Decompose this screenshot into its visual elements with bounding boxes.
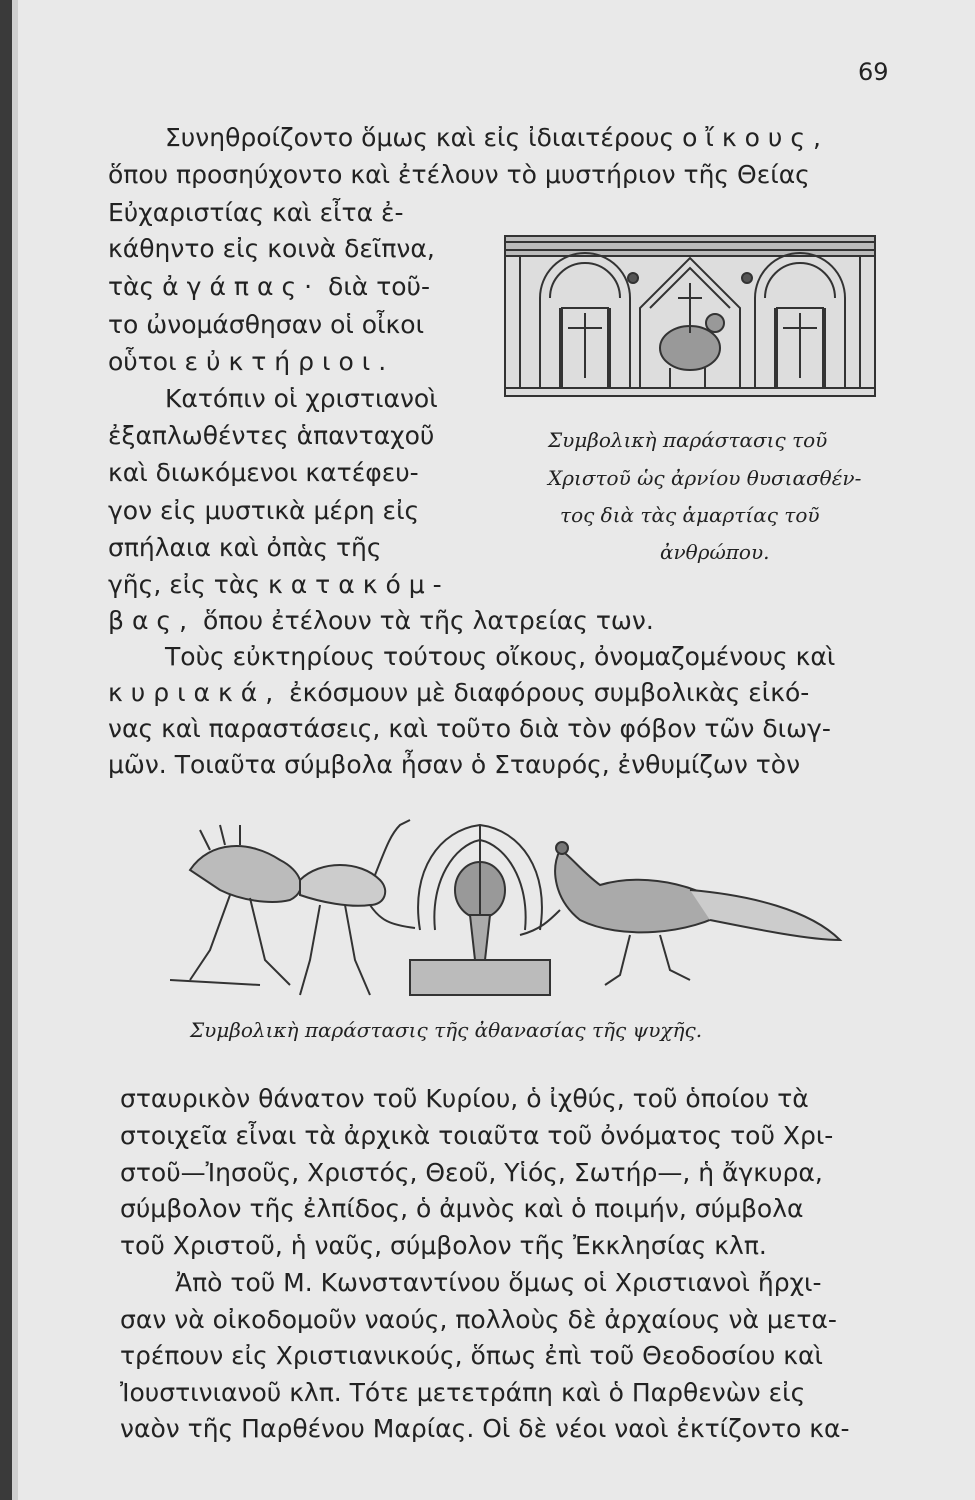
text-line: βας, ὅπου ἐτέλουν τὰ τῆς λατρείας των. xyxy=(108,606,654,635)
text-line: το ὠνομάσθησαν οἱ οἶκοι xyxy=(108,310,425,339)
text-line: κάθηντο εἰς κοινὰ δεῖπνα, xyxy=(108,234,435,263)
text-line: ὅπου προσηύχοντο καὶ ἐτέλουν τὸ μυστήριον τῆς Θείας xyxy=(108,160,810,189)
text-line: ναὸν τῆς Παρθένου Μαρίας. Οἱ δὲ νέοι ναοὶ ἐκτίζοντο κα- xyxy=(120,1414,850,1443)
page-binding-edge xyxy=(0,0,12,1500)
birds-fountain-figure xyxy=(170,810,860,1010)
text-line: Κατόπιν οἱ χριστιανοὶ xyxy=(165,384,438,413)
text-line: γον εἰς μυστικὰ μέρη εἰς xyxy=(108,496,420,525)
text-line: στοῦ—Ἰησοῦς, Χριστός, Θεοῦ, Υἱός, Σωτήρ—, ἡ ἄγκυρα, xyxy=(120,1158,823,1187)
text-line: σταυρικὸν θάνατον τοῦ Κυρίου, ὁ ἰχθύς, τοῦ ὁποίου τὰ xyxy=(120,1084,809,1113)
lamb-of-god-relief-figure xyxy=(500,228,880,408)
text-line: Τοὺς εὐκτηρίους τούτους οἴκους, ὀνομαζομένους καὶ xyxy=(165,642,836,671)
text-line: καὶ διωκόμενοι κατέφευ- xyxy=(108,458,419,487)
text-line: Ἀπὸ τοῦ Μ. Κωνσταντίνου ὅμως οἱ Χριστιανοὶ ἤρχι- xyxy=(175,1268,822,1297)
text-line: σαν νὰ οἰκοδομοῦν ναούς, πολλοὺς δὲ ἀρχαίους νὰ μετα- xyxy=(120,1305,837,1334)
text-line: κυριακά, ἐκόσμουν μὲ διαφόρους συμβολικὰς εἰκό- xyxy=(108,678,810,707)
text-line: σπήλαια καὶ ὀπὰς τῆς xyxy=(108,533,382,562)
text-line: μῶν. Τοιαῦτα σύμβολα ἦσαν ὁ Σταυρός, ἐνθυμίζων τὸν xyxy=(108,750,801,779)
text-line: τοῦ Χριστοῦ, ἡ ναῦς, σύμβολον τῆς Ἐκκλησίας κλπ. xyxy=(120,1231,767,1260)
figure-caption-line: ἀνθρώπου. xyxy=(660,540,770,564)
figure-caption: Συμβολικὴ παράστασις τῆς ἀθανασίας τῆς ψυχῆς. xyxy=(190,1018,703,1042)
text-line: ἐξαπλωθέντες ἁπανταχοῦ xyxy=(108,421,435,450)
page-number: 69 xyxy=(858,58,889,86)
text-line: Συνηθροίζοντο ὅμως καὶ εἰς ἰδιαιτέρους οἴκους, xyxy=(165,123,829,152)
figure-caption-line: Συμβολικὴ παράστασις τοῦ xyxy=(548,428,828,452)
text-line: οὗτοι εὐκτήριοι. xyxy=(108,347,395,376)
figure-caption-line: τος διὰ τὰς ἁμαρτίας τοῦ xyxy=(560,503,820,527)
figure-caption-line: Χριστοῦ ὡς ἀρνίου θυσιασθέν- xyxy=(548,466,862,490)
text-line: τὰς ἀγάπας· διὰ τοῦ- xyxy=(108,272,431,301)
text-line: Ἰουστινιανοῦ κλπ. Τότε μετετράπη καὶ ὁ Παρθενὼν εἰς xyxy=(120,1378,806,1407)
text-line: σύμβολον τῆς ἐλπίδος, ὁ ἀμνὸς καὶ ὁ ποιμήν, σύμβολα xyxy=(120,1194,804,1223)
text-line: Εὐχαριστίας καὶ εἶτα ἐ- xyxy=(108,198,404,227)
text-line: γῆς, εἰς τὰς κατακόμ- xyxy=(108,570,450,599)
text-line: στοιχεῖα εἶναι τὰ ἀρχικὰ τοιαῦτα τοῦ ὀνόματος τοῦ Χρι- xyxy=(120,1121,834,1150)
text-line: νας καὶ παραστάσεις, καὶ τοῦτο διὰ τὸν φόβον τῶν διωγ- xyxy=(108,714,831,743)
page-binding-shadow xyxy=(12,0,18,1500)
text-line: τρέπουν εἰς Χριστιανικούς, ὅπως ἐπὶ τοῦ Θεοδοσίου καὶ xyxy=(120,1341,823,1370)
